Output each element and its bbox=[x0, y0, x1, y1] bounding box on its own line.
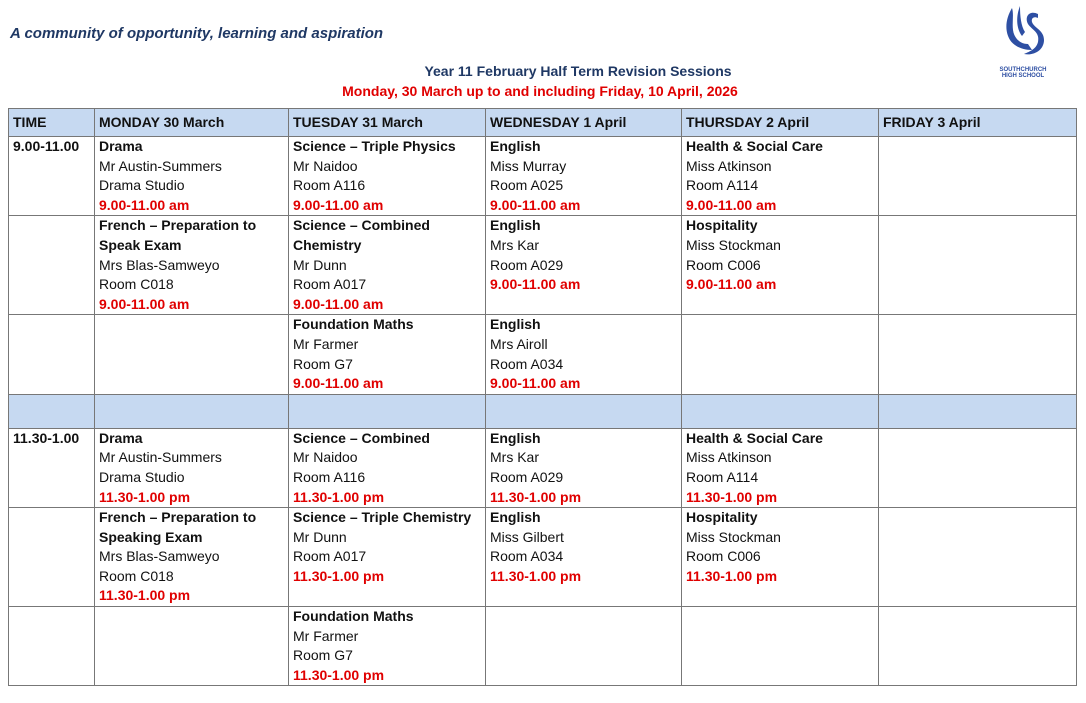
session-time: 9.00-11.00 am bbox=[293, 196, 384, 213]
session-room: Room A116 bbox=[293, 177, 366, 194]
column-header: WEDNESDAY 1 April bbox=[486, 109, 682, 137]
break-cell bbox=[95, 394, 289, 428]
session-subject: English bbox=[490, 138, 541, 154]
session-cell bbox=[95, 428, 289, 507]
session-teacher: Mrs Blas-Samweyo bbox=[99, 548, 220, 565]
time-cell bbox=[9, 607, 95, 686]
session-cell bbox=[682, 216, 879, 315]
session-subject: Science – Triple Physics bbox=[293, 138, 456, 154]
session-subject: Chemistry bbox=[293, 236, 362, 253]
session-subject: Hospitality bbox=[686, 217, 758, 234]
session-cell bbox=[289, 508, 486, 607]
session-time: 9.00-11.00 am bbox=[686, 276, 777, 293]
session-teacher: Mr Naidoo bbox=[293, 157, 358, 174]
session-time: 11.30-1.00 pm bbox=[293, 666, 385, 683]
session-time: 11.30-1.00 pm bbox=[293, 567, 385, 584]
session-room: Room G7 bbox=[293, 355, 353, 372]
session-cell bbox=[289, 315, 486, 394]
session-subject: Health & Social Care bbox=[686, 138, 823, 154]
session-time: 9.00-11.00 am bbox=[490, 196, 581, 213]
session-cell bbox=[486, 428, 682, 507]
session-teacher: Mrs Kar bbox=[490, 236, 539, 253]
time-cell bbox=[9, 508, 95, 607]
column-header: TIME bbox=[9, 109, 95, 137]
session-row bbox=[9, 137, 1077, 216]
session-cell bbox=[879, 428, 1077, 507]
session-time: 11.30-1.00 pm bbox=[293, 488, 385, 505]
session-cell bbox=[486, 137, 682, 216]
session-cell bbox=[879, 315, 1077, 394]
session-time: 11.30-1.00 pm bbox=[686, 567, 778, 584]
session-teacher: Mr Austin-Summers bbox=[99, 157, 222, 174]
session-subject: Health & Social Care bbox=[686, 429, 823, 446]
session-room: Room A034 bbox=[490, 548, 564, 565]
session-cell bbox=[879, 508, 1077, 607]
session-room: Room A114 bbox=[686, 177, 759, 194]
session-room: Room A017 bbox=[293, 548, 367, 565]
session-subject: Science – Combined bbox=[293, 429, 430, 446]
session-room: Drama Studio bbox=[99, 177, 185, 194]
session-cell bbox=[95, 607, 289, 686]
logo-text-line: HIGH SCHOOL bbox=[1001, 73, 1045, 79]
session-subject: English bbox=[490, 217, 541, 234]
session-room: Room A025 bbox=[490, 177, 564, 194]
session-room: Room A034 bbox=[490, 355, 564, 372]
column-header: TUESDAY 31 March bbox=[289, 109, 486, 137]
session-subject: Speaking Exam bbox=[99, 528, 203, 545]
session-subject: English bbox=[490, 316, 541, 333]
session-cell bbox=[682, 607, 879, 686]
session-row bbox=[9, 508, 1077, 607]
session-time: 9.00-11.00 am bbox=[99, 295, 190, 312]
session-teacher: Mrs Blas-Samweyo bbox=[99, 256, 220, 273]
timetable bbox=[8, 108, 1077, 686]
column-header: FRIDAY 3 April bbox=[879, 109, 1077, 137]
session-time: 9.00-11.00 am bbox=[99, 196, 190, 213]
session-room: Room A114 bbox=[686, 468, 759, 485]
session-teacher: Miss Murray bbox=[490, 157, 567, 174]
session-subject: Science – Combined bbox=[293, 217, 430, 234]
time-cell: 9.00-11.00 bbox=[9, 137, 95, 216]
session-subject: Foundation Maths bbox=[293, 608, 414, 625]
session-subject: Speak Exam bbox=[99, 236, 182, 253]
session-cell bbox=[486, 607, 682, 686]
session-cell bbox=[95, 137, 289, 216]
session-row bbox=[9, 315, 1077, 394]
session-teacher: Miss Stockman bbox=[686, 236, 781, 253]
session-cell bbox=[95, 216, 289, 315]
session-room: Room C018 bbox=[99, 276, 174, 293]
session-teacher: Mrs Kar bbox=[490, 449, 539, 466]
session-cell bbox=[682, 137, 879, 216]
session-time: 9.00-11.00 am bbox=[293, 375, 384, 392]
session-time: 9.00-11.00 am bbox=[686, 196, 777, 213]
session-subject: Drama bbox=[99, 138, 143, 154]
session-time: 11.30-1.00 pm bbox=[99, 488, 191, 505]
session-room: Room C006 bbox=[686, 548, 761, 565]
session-room: Drama Studio bbox=[99, 468, 185, 485]
session-time: 11.30-1.00 pm bbox=[490, 567, 582, 584]
session-subject: Hospitality bbox=[686, 509, 758, 526]
session-row bbox=[9, 216, 1077, 315]
session-room: Room C006 bbox=[686, 256, 761, 273]
swan-logo-icon bbox=[998, 4, 1048, 62]
session-time: 11.30-1.00 pm bbox=[99, 587, 191, 604]
session-time: 9.00-11.00 am bbox=[293, 295, 384, 312]
session-row bbox=[9, 428, 1077, 507]
session-cell bbox=[486, 216, 682, 315]
session-room: Room A017 bbox=[293, 276, 367, 293]
session-room: Room C018 bbox=[99, 567, 174, 584]
session-cell bbox=[486, 508, 682, 607]
school-tagline: A community of opportunity, learning and aspiration bbox=[10, 25, 384, 42]
session-cell bbox=[879, 607, 1077, 686]
time-cell bbox=[9, 315, 95, 394]
session-teacher: Mrs Airoll bbox=[490, 335, 548, 352]
time-cell: 11.30-1.00 bbox=[9, 428, 95, 507]
session-row bbox=[9, 607, 1077, 686]
session-subject: French – Preparation to bbox=[99, 217, 257, 234]
session-cell bbox=[682, 315, 879, 394]
session-time: 11.30-1.00 pm bbox=[686, 488, 778, 505]
time-cell bbox=[9, 216, 95, 315]
break-cell bbox=[486, 394, 682, 428]
header-row bbox=[9, 109, 1077, 137]
column-header: THURSDAY 2 April bbox=[682, 109, 879, 137]
session-room: Room A029 bbox=[490, 256, 564, 273]
session-teacher: Mr Dunn bbox=[293, 528, 347, 545]
session-subject: Drama bbox=[99, 429, 143, 446]
session-cell bbox=[95, 315, 289, 394]
session-cell bbox=[486, 315, 682, 394]
session-teacher: Miss Stockman bbox=[686, 528, 781, 545]
session-cell bbox=[682, 428, 879, 507]
session-cell bbox=[682, 508, 879, 607]
session-teacher: Miss Atkinson bbox=[686, 449, 772, 466]
session-room: Room G7 bbox=[293, 647, 353, 664]
session-teacher: Mr Austin-Summers bbox=[99, 449, 222, 466]
session-teacher: Miss Gilbert bbox=[490, 528, 564, 545]
session-cell bbox=[879, 216, 1077, 315]
session-subject: English bbox=[490, 429, 541, 446]
session-room: Room A029 bbox=[490, 468, 564, 485]
session-room: Room A116 bbox=[293, 468, 366, 485]
page-title: Year 11 February Half Term Revision Sessions bbox=[424, 63, 732, 79]
session-cell bbox=[289, 428, 486, 507]
session-cell bbox=[289, 137, 486, 216]
session-subject: Foundation Maths bbox=[293, 316, 414, 333]
logo-text-line: SOUTHCHURCH bbox=[999, 67, 1047, 73]
session-cell bbox=[289, 216, 486, 315]
session-time: 9.00-11.00 am bbox=[490, 375, 581, 392]
session-teacher: Mr Dunn bbox=[293, 256, 347, 273]
session-teacher: Mr Farmer bbox=[293, 627, 359, 644]
session-cell bbox=[879, 137, 1077, 216]
session-teacher: Mr Naidoo bbox=[293, 449, 358, 466]
session-teacher: Miss Atkinson bbox=[686, 157, 772, 174]
break-cell bbox=[879, 394, 1077, 428]
session-subject: Science – Triple Chemistry bbox=[293, 509, 472, 526]
session-time: 9.00-11.00 am bbox=[490, 276, 581, 293]
session-cell bbox=[289, 607, 486, 686]
column-header: MONDAY 30 March bbox=[95, 109, 289, 137]
session-subject: English bbox=[490, 509, 541, 526]
session-time: 11.30-1.00 pm bbox=[490, 488, 582, 505]
session-subject: French – Preparation to bbox=[99, 509, 257, 526]
page-subtitle: Monday, 30 March up to and including Friday, 10 April, 2026 bbox=[342, 83, 738, 99]
session-teacher: Mr Farmer bbox=[293, 335, 359, 352]
break-cell bbox=[289, 394, 486, 428]
break-row bbox=[9, 394, 1077, 428]
break-cell bbox=[682, 394, 879, 428]
break-cell bbox=[9, 394, 95, 428]
session-cell bbox=[95, 508, 289, 607]
